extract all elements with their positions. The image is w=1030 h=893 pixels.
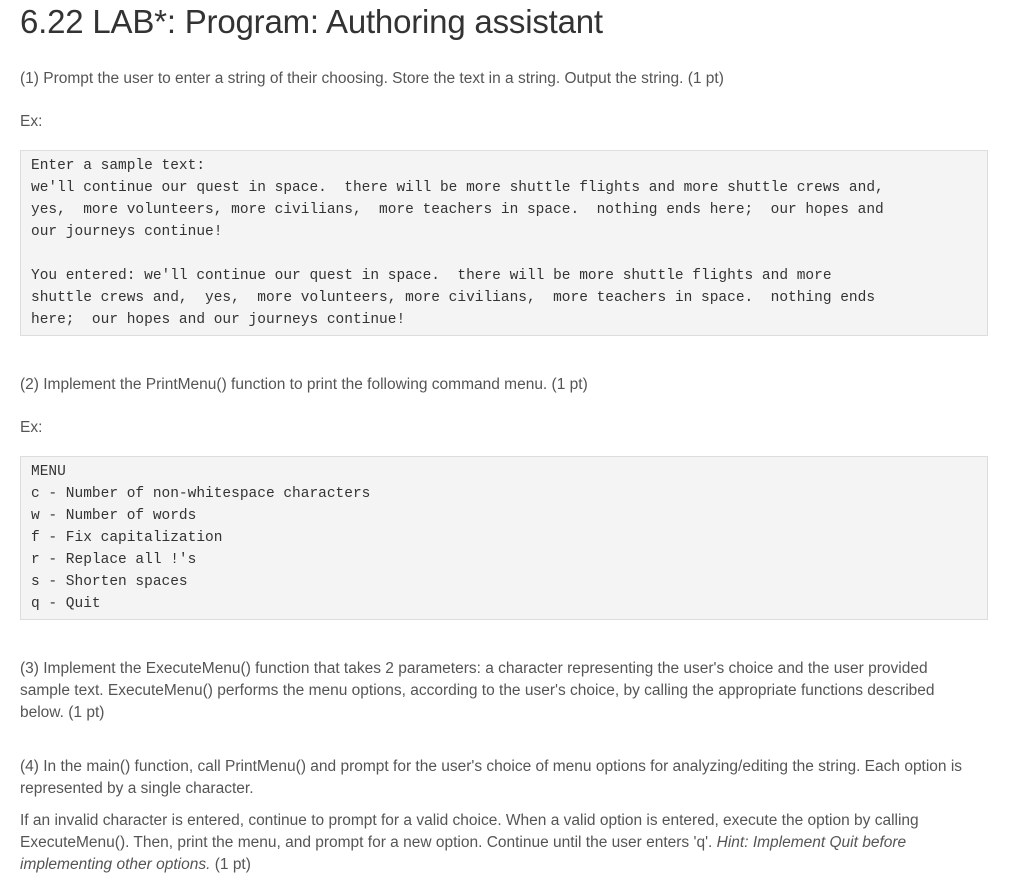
code-line: yes, more volunteers, more civilians, more teachers in space. nothing ends here; our hopes and: [31, 202, 884, 218]
example-label-1: Ex:: [20, 113, 43, 130]
code-line: MENU: [31, 464, 66, 480]
detail-text: ExecuteMenu(). Then, print the menu, and prompt for a new option. Continue until the user enters 'q'.: [20, 834, 717, 851]
code-line: c - Number of non-whitespace characters: [31, 486, 371, 502]
code-line: our journeys continue!: [31, 224, 223, 240]
step3-line: (3) Implement the ExecuteMenu() function that takes 2 parameters: a character representing the user's choice and the user provided: [20, 660, 928, 677]
step2-instructions: (2) Implement the PrintMenu() function to print the following command menu. (1 pt): [20, 376, 588, 393]
step3-line: sample text. ExecuteMenu() performs the menu options, according to the user's choice, by calling the appropriate functions described: [20, 682, 935, 699]
example-output-1: [20, 150, 988, 336]
step3-line: below. (1 pt): [20, 704, 105, 721]
page-title: 6.22 LAB*: Program: Authoring assistant: [20, 3, 603, 40]
step3-instructions: [20, 658, 990, 724]
code-line: s - Shorten spaces: [31, 574, 188, 590]
points-text: (1 pt): [210, 856, 251, 873]
code-line: here; our hopes and our journeys continue!: [31, 312, 406, 328]
step4-instructions: [20, 756, 990, 800]
step4-line: represented by a single character.: [20, 780, 254, 797]
code-line: we'll continue our quest in space. there will be more shuttle flights and more shuttle crews and,: [31, 180, 884, 196]
step4-detail-line: If an invalid character is entered, continue to prompt for a valid choice. When a valid option is entered, execute the option by calling: [20, 812, 919, 829]
step4-details: [20, 810, 990, 876]
step1-instructions: (1) Prompt the user to enter a string of their choosing. Store the text in a string. Output the string. (1 pt): [20, 70, 724, 87]
hint-text: implementing other options.: [20, 856, 211, 873]
code-line: [31, 243, 987, 265]
code-line: f - Fix capitalization: [31, 530, 223, 546]
hint-text: Hint: Implement Quit before: [716, 834, 907, 851]
example-label-2: Ex:: [20, 419, 43, 436]
code-line: shuttle crews and, yes, more volunteers, more civilians, more teachers in space. nothing ends: [31, 290, 876, 306]
step4-line: (4) In the main() function, call PrintMenu() and prompt for the user's choice of menu options for analyzing/editing the string. Each option is: [20, 758, 963, 775]
code-line: You entered: we'll continue our quest in space. there will be more shuttle flights and more: [31, 268, 832, 284]
code-line: Enter a sample text:: [31, 158, 206, 174]
example-output-2: [20, 456, 988, 620]
code-line: w - Number of words: [31, 508, 197, 524]
step4-detail-line: [20, 832, 990, 854]
step4-detail-line: [20, 854, 990, 876]
code-line: r - Replace all !'s: [31, 552, 197, 568]
code-line: q - Quit: [31, 596, 101, 612]
